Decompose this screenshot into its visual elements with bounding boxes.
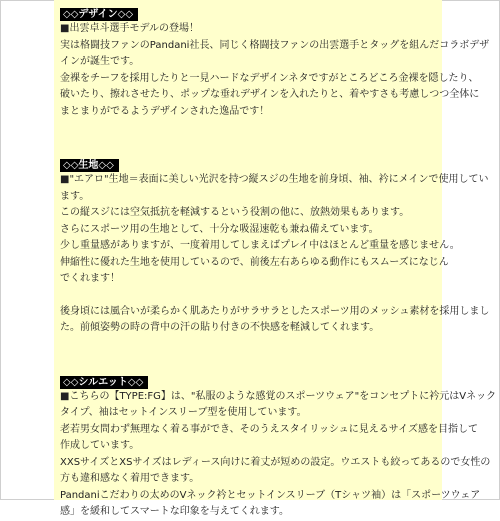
text-line: この縦スジには空気抵抗を軽減するという役割の他に、放熱効果もあります。	[60, 207, 410, 218]
text-line: 伸縮性に優れた生地を使用しているので、前後左右あらゆる動作にもスムーズになじん	[60, 256, 449, 268]
text-line: た。前傾姿勢の時の背中の汗の貼り付きの不快感を軽減してくれます。	[60, 322, 380, 333]
text-line: ■出雲卓斗選手モデルの登場！	[60, 23, 199, 34]
section-heading-fabric: ◇◇生地◇◇	[60, 159, 119, 172]
description-content	[54, 0, 497, 521]
text-line: タイプ、袖はセットインスリーブ型を使用しています。	[60, 407, 307, 418]
text-line: 少し重量感がありますが、一度着用してしまえばプレイ中はほとんど重量を感じません。	[60, 240, 460, 251]
text-line: 破いたり、擦れさせたり、ポップな垂れデザインを入れたりと、着やすさも考慮しつつ全体に	[60, 89, 480, 100]
section-body-design	[60, 21, 490, 120]
text-line: ます。	[60, 190, 90, 202]
text-line: 金裸をチーフを採用したりと一見ハードなデザインネタですがところどころ金裸を隠したり、	[60, 72, 479, 84]
text-line: XXSサイズとXSサイズはレディース向けに着丈が短めの設定。ウエストも絞ってあるので女性の	[60, 456, 491, 468]
text-line: インが誕生です。	[60, 56, 140, 67]
product-description-panel	[54, 0, 497, 517]
section-heading-silhouette: ◇◇シルエット◇◇	[60, 376, 148, 389]
text-line: Pandaniこだわりの太めのVネック衿とセットインスリーブ（Tシャツ袖）は「スポーツウェア	[60, 489, 481, 501]
text-line: まとまりがでるようデザインされた逸品です！	[60, 105, 270, 117]
text-line: 実は格闘技ファンのPandani社長、同じく格闘技ファンの出雲選手とタッグを組んだコラボデザ	[60, 39, 490, 51]
text-line: ■"エアロ"生地＝表面に美しい光沢を持つ縦スジの生地を前身頃、袖、衿にメインで使用してい	[60, 174, 489, 185]
section-body-fabric	[60, 172, 490, 337]
blank-line	[60, 288, 436, 304]
section-heading-design: ◇◇デザイン◇◇	[60, 8, 138, 21]
text-line: 後身頃には風合いが柔らかく肌あたりがサラサラとしたスポーツ用のメッシュ素材を採用しまし	[60, 305, 490, 317]
text-line: 方も違和感なく着用できます。	[60, 473, 200, 484]
text-line: 作成しています。	[60, 440, 140, 451]
text-line: でくれます！	[60, 273, 120, 284]
text-line: さらにスポーツ用の生地として、十分な吸湿速乾も兼ね備えています。	[60, 223, 379, 235]
text-line: 老若男女問わず無理なく着る事ができ、そのうえスタイリッシュに見えるサイズ感を目指して	[60, 423, 478, 435]
section-body-silhouette	[60, 389, 497, 521]
text-line: ■こちらの【TYPE:FG】は、"私服のような感覚のスポーツウェア"をコンセプトに衿元はVネック	[60, 390, 497, 402]
text-line: 感」を緩和してスマートな印象を与えてくれます。	[60, 506, 289, 517]
